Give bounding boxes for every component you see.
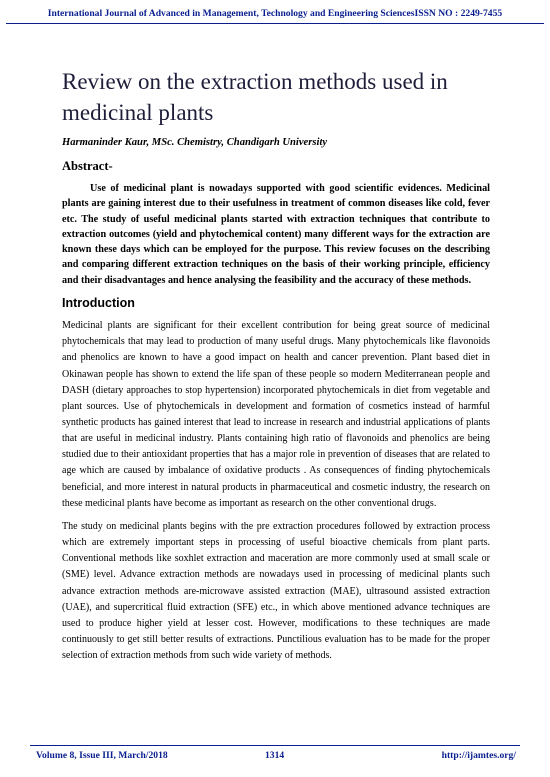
introduction-paragraph-1: Medicinal plants are significant for their excellent contribution for being great source of medicinal phytochemicals that may lead to production of many useful drugs. Many phytochemicals like flavonoids and phenolics are known to have a good impact on health and cancer prevention. Plant based diet in Okinawan people has shown to extend the life span of these people so modern Mediterranean people and DASH (dietary approaches to stop hypertension) incorporated phytochemicals in diet from vegetable and plant sources. Use of phytochemicals in development and formation of cosmetics instead of harmful synthetic products has gained interest that lead to increase in research and industrial applications of plants that are useful in medicinal industry. Plants containing high ratio of flavonoids and phenolics are being studied due to their antioxidant properties that has a major role in prevention of diseases that are related to age which are caused by imbalance of oxidative products . As consequences of finding phytochemicals beneficial, and more interest in natural products in pharmaceutical and cosmetic industry, the research on these medicinal plants have become as important as research on the other conventional drugs. (62, 320, 490, 509)
abstract-heading: Abstract- (62, 159, 113, 173)
introduction-paragraph-2: The study on medicinal plants begins with the pre extraction procedures followed by extraction process which are extremely important steps in processing of useful bioactive chemicals from plant parts. Conventional methods like soxhlet extraction and maceration are more commonly used at small scale or (SME) level. Advance extraction methods are nowadays used in processing of medicinal plants such advance extraction methods are-microwave assisted extraction (MAE), ultrasound assisted extraction (UAE), and supercritical fluid extraction (SFE) etc., in which above mentioned advance techniques are used to produce higher yield at lesser cost. However, modifications to these techniques are made continuously to get still better results of extractions. Punctilious evaluation has to be made for the proper selection of extraction methods from such wide variety of methods. (62, 520, 490, 662)
footer-page-number: 1314 (265, 750, 285, 761)
introduction-heading: Introduction (62, 296, 135, 311)
journal-header: International Journal of Advanced in Management, Technology and Engineering SciencesISSN NO : 2249-7455 (47, 8, 503, 19)
paper-body (62, 66, 490, 664)
paper-title: Review on the extraction methods used in medicinal plants (62, 69, 448, 125)
author-line: Harmaninder Kaur, MSc. Chemistry, Chandigarh University (62, 137, 328, 148)
footer-divider (30, 745, 520, 746)
abstract-text: Use of medicinal plant is nowadays supported with good scientific evidences. Medicinal plants are gaining interest due to their usefulness in treatment of common diseases like cold, fever etc. The study of useful medicinal plants started with extraction techniques that contribute to extraction outcomes (yield and phytochemical content) many different ways for the extraction are known these days which can be employed for the purpose. This review focuses on the describing and comparing different extraction techniques on the basis of their working principle, efficiency and their disadvantages and hence analysing the feasibility and the accuracy of these methods. (62, 183, 490, 286)
footer-url[interactable]: http://ijamtes.org/ (441, 750, 516, 761)
footer-volume: Volume 8, Issue III, March/2018 (36, 750, 168, 761)
header-divider (6, 23, 544, 24)
